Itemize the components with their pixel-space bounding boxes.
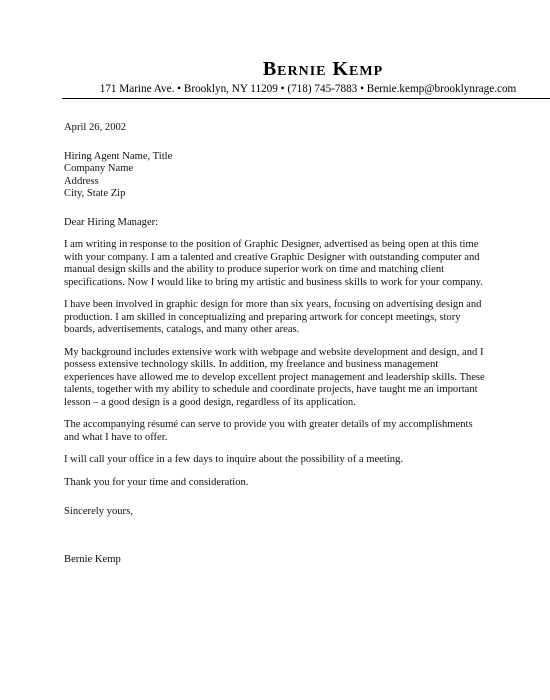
recipient-company: Company Name (64, 163, 134, 174)
sender-name: Bernie Kemp (262, 58, 384, 80)
paragraph-intro: I am writing in response to the position of Graphic Designer, advertised as being open at this time with your company. I am a talented and creative Graphic Designer with outstanding computer and manual design skills and the ability to produce superior work on time and matching client specifications. Now I would like to bring my artistic and business skills to work for your company. (64, 239, 483, 288)
salutation: Dear Hiring Manager: (64, 216, 159, 228)
closing: Sincerely yours, (64, 506, 133, 517)
paragraph-followup: I will call your office in a few days to inquire about the possibility of a meeting. (64, 454, 404, 465)
paragraph-background: My background includes extensive work with webpage and website development and design, and I possess extensive technology skills. In addition, my freelance and business management experiences have allowed me to develop excellent project management and leadership skills. These talents, together with my ability to schedule and coordinate projects, have taught me an important lesson – a good design is a good design, regardless of its application. (64, 346, 485, 408)
paragraph-experience: I have been involved in graphic design for more than six years, focusing on advertising design and production. I am skilled in conceptualizing and preparing artwork for concept meetings, story boards, advertisements, catalogs, and many other areas. (64, 299, 482, 335)
signature-name: Bernie Kemp (64, 553, 121, 565)
sender-contact-line: 171 Marine Ave. • Brooklyn, NY 11209 • (718) 745-7883 • Bernie.kemp@brooklynrage.com (62, 83, 550, 99)
letter-body (64, 122, 490, 566)
recipient-name-title: Hiring Agent Name, Title (64, 150, 173, 162)
paragraph-resume: The accompanying résumé can serve to provide you with greater details of my accomplishments and what I have to offer. (64, 419, 473, 443)
letter-date: April 26, 2002 (64, 122, 127, 133)
recipient-address-block (64, 151, 490, 201)
paragraph-thanks: Thank you for your time and consideration. (64, 476, 249, 488)
recipient-city-state-zip: City, State Zip (64, 188, 126, 199)
letterhead (62, 58, 550, 99)
recipient-address: Address (64, 175, 99, 187)
